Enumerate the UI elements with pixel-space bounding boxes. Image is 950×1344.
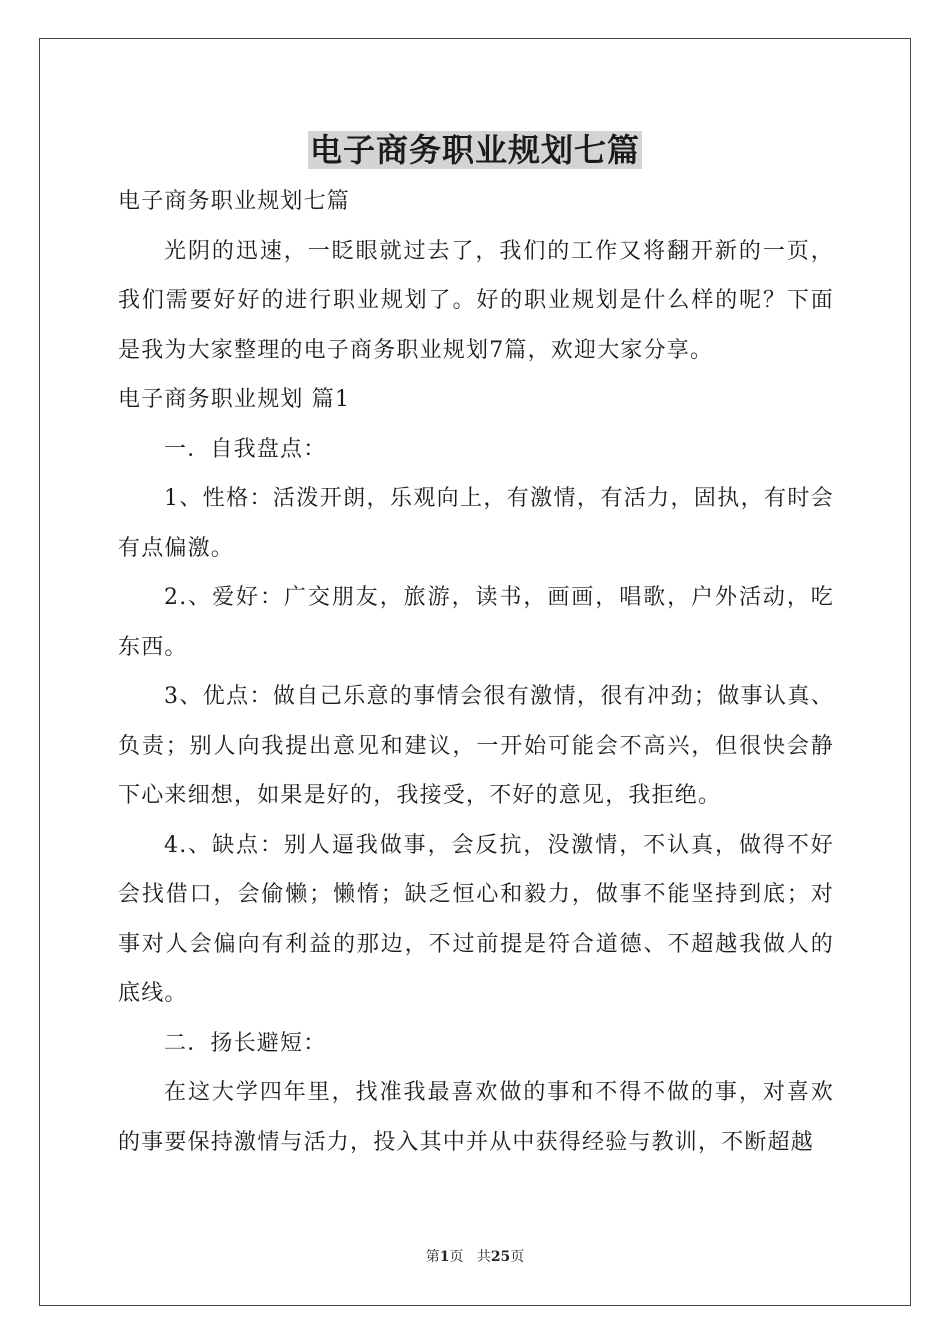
document-title-text: 电子商务职业规划七篇 [309,131,640,169]
paragraph: 1、性格：活泼开朗，乐观向上，有激情，有活力，固执，有时会有点偏激。 [118,486,834,561]
page-suffix: 页 [449,1249,464,1265]
paragraph: 4.、缺点：别人逼我做事，会反抗，没激情，不认真，做得不好会找借口，会偷懒；懒惰；缺乏恒心和毅力，做事不能坚持到底；对事对人会偏向有利益的那边，不过前提是符合道德、不超越我做人的底线。 [118,832,834,1006]
paragraph: 二．扬长避短： [164,1030,327,1056]
paragraph: 3、优点：做自己乐意的事情会很有激情，很有冲劲；做事认真、负责；别人向我提出意见和建议，一开始可能会不高兴，但很快会静下心来细想，如果是好的，我接受，不好的意见，我拒绝。 [118,684,834,808]
page-prefix: 第 [425,1249,440,1265]
total-pages: 25 [490,1249,511,1265]
total-prefix: 共 [476,1249,491,1265]
document-body [118,177,834,1167]
document-title [0,128,950,172]
total-suffix: 页 [510,1249,525,1265]
page-footer [0,1248,950,1266]
section-heading: 电子商务职业规划 篇1 [118,387,351,412]
paragraph: 光阴的迅速，一眨眼就过去了，我们的工作又将翻开新的一页，我们需要好好的进行职业规划了。好的职业规划是什么样的呢？下面是我为大家整理的电子商务职业规划7篇，欢迎大家分享。 [118,238,834,363]
paragraph: 在这大学四年里，找准我最喜欢做的事和不得不做的事，对喜欢的事要保持激情与活力，投入其中并从中获得经验与教训，不断超越 [118,1080,834,1155]
paragraph: 电子商务职业规划七篇 [118,189,351,214]
paragraph: 2.、爱好：广交朋友，旅游，读书，画画，唱歌，户外活动，吃东西。 [118,585,834,660]
page-number: 1 [439,1249,450,1265]
paragraph: 一．自我盘点： [164,436,327,462]
